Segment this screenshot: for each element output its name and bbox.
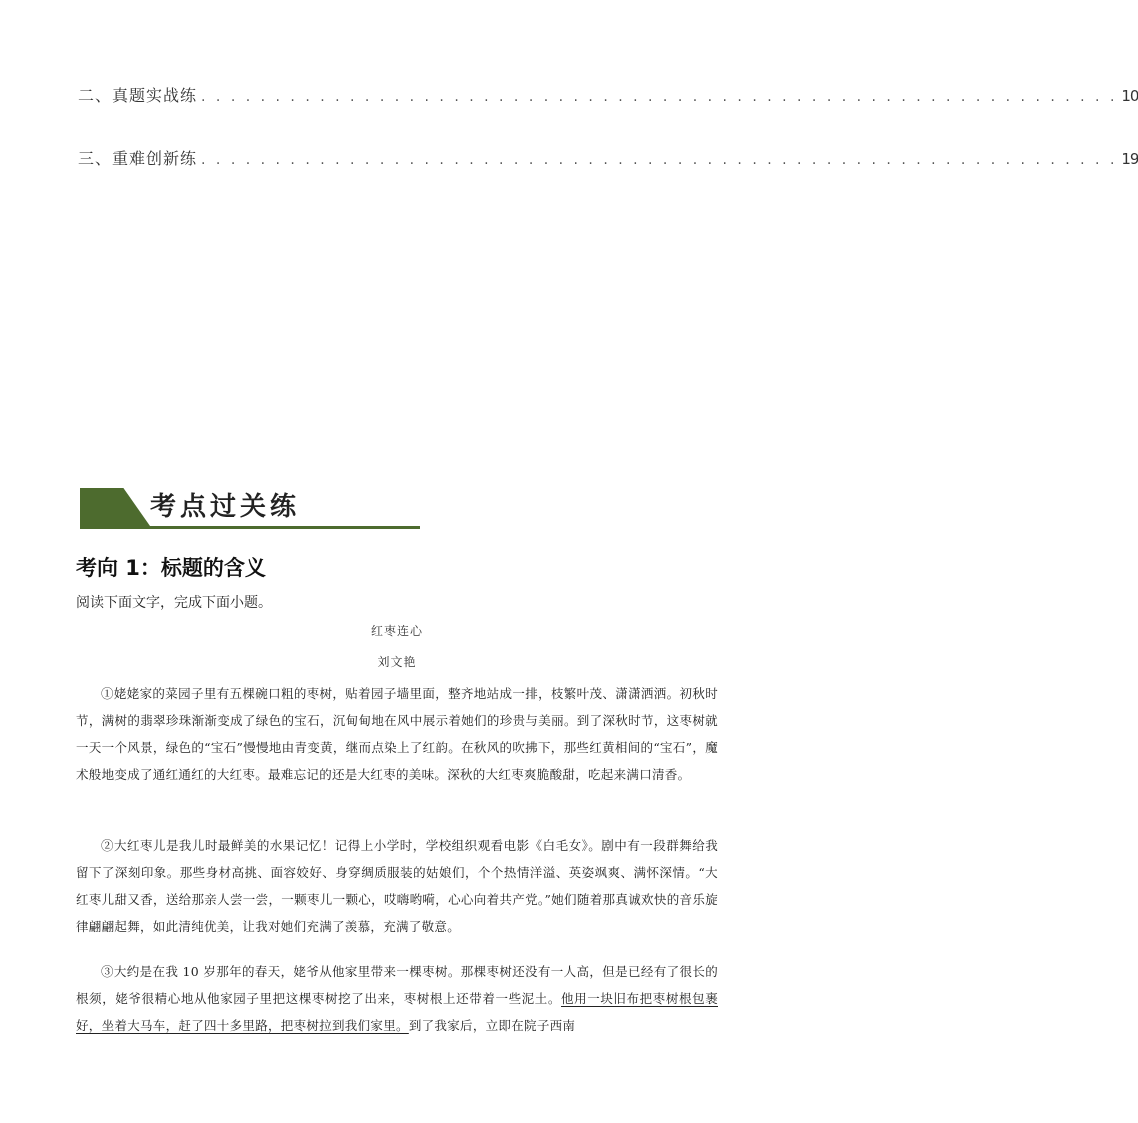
article-title: 红枣连心 (370, 624, 423, 638)
instruction-text: 阅读下面文字，完成下面小题。 (76, 595, 272, 611)
paragraph-text: 到了我家后，立即在院子西南 (408, 1018, 576, 1033)
toc-leader-dots: . . . . . . . . . . . . . . . . . . . . . . . . . . . . . . . . . . . . . . . . . . . . . . . . . . . . . . . . . . . . . . (201, 89, 1118, 105)
underlined-sentence: 他用一块旧布把枣树根包裹好，坐着大马车，赶了四十多里路，把枣树拉到我们家里。 (76, 991, 718, 1033)
toc-label: 三、重难创新练 (78, 149, 198, 168)
section-heading: 考向 1：标题的含义 (76, 556, 266, 580)
banner-title: 考点过关练 (150, 492, 301, 522)
toc-page-number: 10 (1121, 87, 1138, 105)
banner-decoration (80, 488, 150, 526)
toc-page-number: 19 (1121, 150, 1138, 168)
article-author: 刘文艳 (377, 655, 417, 669)
article-paragraph-3 (76, 958, 718, 1039)
toc-leader-dots: . . . . . . . . . . . . . . . . . . . . . . . . . . . . . . . . . . . . . . . . . . . . . . . . . . . . . . . . . . . . . . (201, 152, 1118, 168)
toc-label: 二、真题实战练 (78, 86, 198, 105)
article-paragraph-2: ②大红枣儿是我儿时最鲜美的水果记忆！记得上小学时，学校组织观看电影《白毛女》。剧中有一段群舞给我留下了深刻印象。那些身材高挑、面容姣好、身穿绸质服装的姑娘们，个个热情洋溢、英姿飒爽、满怀深情。“大红枣儿甜又香，送给那亲人尝一尝，一颗枣儿一颗心，哎嗨哟嗬，心心向着共产党。”她们随着那真诚欢快的音乐旋律翩翩起舞，如此清纯优美，让我对她们充满了羡慕，充满了敬意。 (76, 838, 718, 934)
toc-row-3[interactable] (78, 146, 1138, 169)
article-paragraph-1: ①姥姥家的菜园子里有五棵碗口粗的枣树，贴着园子墙里面，整齐地站成一排，枝繁叶茂、潇潇洒洒。初秋时节，满树的翡翠珍珠渐渐变成了绿色的宝石，沉甸甸地在风中展示着她们的珍贵与美丽。到了深秋时节，这枣树就一天一个风景，绿色的“宝石”慢慢地由青变黄，继而点染上了红韵。在秋风的吹拂下，那些红黄相间的“宝石”，魔术般地变成了通红通红的大红枣。最难忘记的还是大红枣的美味。深秋的大红枣爽脆酸甜，吃起来满口清香。 (76, 686, 718, 782)
toc-row-2[interactable] (78, 83, 1138, 106)
paragraph-text: ③大约是在我 10 岁那年的春天，姥爷从他家里带来一棵枣树。那棵枣树还没有一人高，但是已经有了很长的根须，姥爷很精心地从他家园子里把这棵枣树挖了出来，枣树根上还带着一些泥土。 (76, 964, 718, 1006)
banner-underline (80, 526, 420, 529)
section-banner (80, 486, 420, 530)
